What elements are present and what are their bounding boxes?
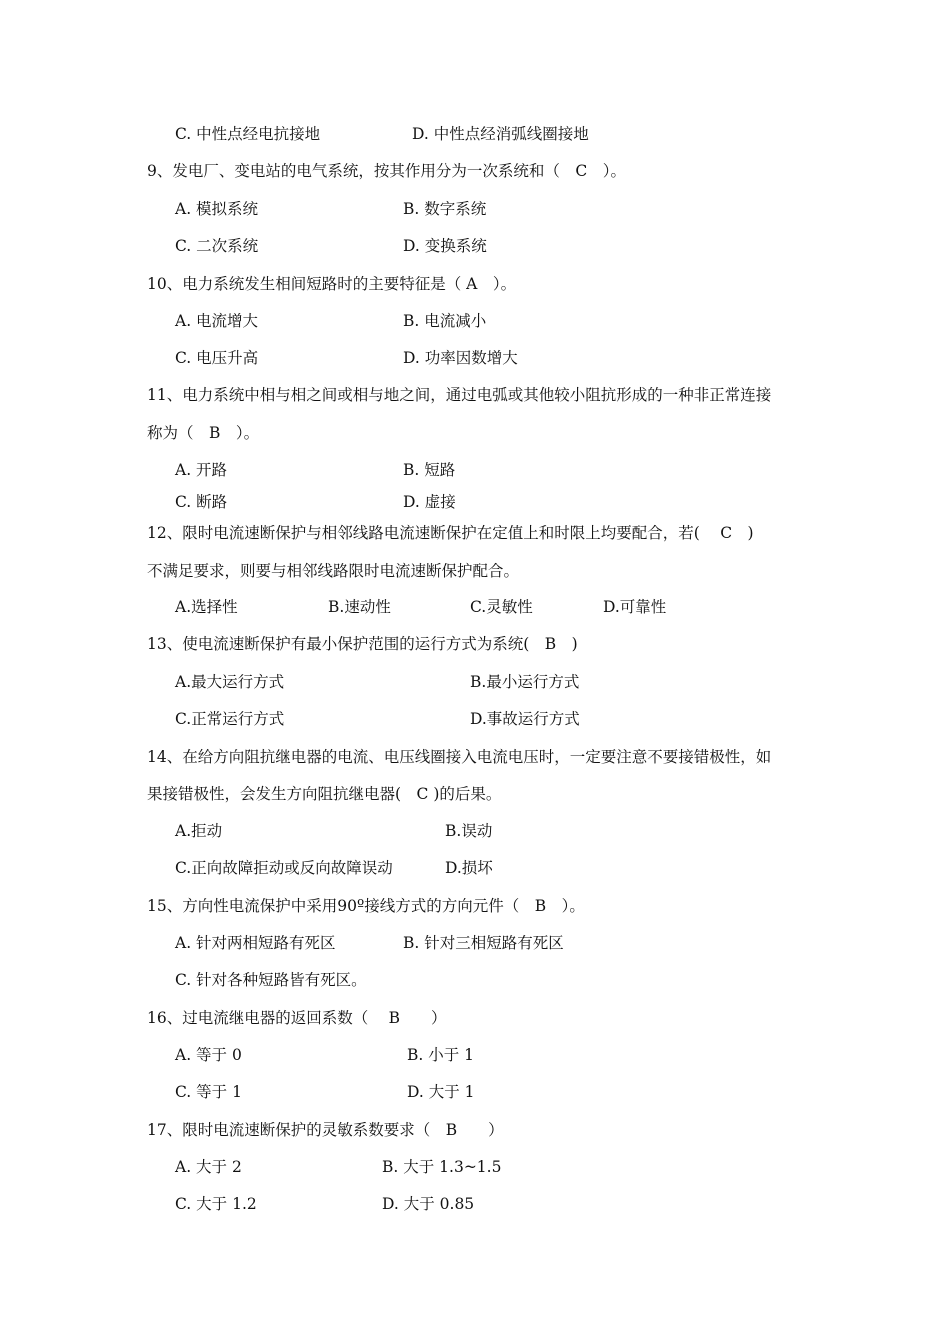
q13-option-a: A.最大运行方式 bbox=[175, 673, 285, 691]
q10-option-a: A. 电流增大 bbox=[175, 312, 259, 330]
q12-option-c: C.灵敏性 bbox=[470, 598, 533, 616]
q14-option-c: C.正向故障拒动或反向故障误动 bbox=[175, 859, 393, 877]
q17-option-d: D. 大于 0.85 bbox=[382, 1195, 475, 1213]
q15-option-a: A. 针对两相短路有死区 bbox=[175, 934, 336, 952]
q16-option-d: D. 大于 1 bbox=[407, 1083, 475, 1101]
q14-option-a: A.拒动 bbox=[175, 822, 223, 840]
q15-option-b: B. 针对三相短路有死区 bbox=[403, 934, 564, 952]
q17-option-b: B. 大于 1.3~1.5 bbox=[382, 1158, 502, 1176]
q16-option-b: B. 小于 1 bbox=[407, 1046, 475, 1064]
q11-option-a: A. 开路 bbox=[175, 461, 228, 479]
q13-option-c: C.正常运行方式 bbox=[175, 710, 285, 728]
q16-stem: 16、过电流继电器的返回系数（ B ） bbox=[147, 1009, 447, 1027]
q10-option-b: B. 电流减小 bbox=[403, 312, 487, 330]
q13-stem: 13、使电流速断保护有最小保护范围的运行方式为系统( B ) bbox=[147, 635, 578, 653]
q17-option-c: C. 大于 1.2 bbox=[175, 1195, 257, 1213]
q12-option-a: A.选择性 bbox=[175, 598, 238, 616]
q14-option-b: B.误动 bbox=[445, 822, 493, 840]
q11-option-c: C. 断路 bbox=[175, 493, 228, 511]
q9-option-b: B. 数字系统 bbox=[403, 200, 487, 218]
q8-option-c: C. 中性点经电抗接地 bbox=[175, 125, 321, 143]
q11-option-b: B. 短路 bbox=[403, 461, 456, 479]
q12-option-d: D.可靠性 bbox=[603, 598, 667, 616]
q11-stem-line2: 称为（ B ）。 bbox=[147, 424, 260, 442]
q14-stem-line1: 14、在给方向阻抗继电器的电流、电压线圈接入电流电压时，一定要注意不要接错极性，如 bbox=[147, 748, 772, 766]
q10-option-d: D. 功率因数增大 bbox=[403, 349, 518, 367]
q10-stem: 10、电力系统发生相间短路时的主要特征是（ A ）。 bbox=[147, 275, 517, 293]
q12-stem-line1: 12、限时电流速断保护与相邻线路电流速断保护在定值上和时限上均要配合，若( C ) bbox=[147, 524, 754, 542]
q14-option-d: D.损坏 bbox=[445, 859, 493, 877]
q9-option-d: D. 变换系统 bbox=[403, 237, 487, 255]
q17-option-a: A. 大于 2 bbox=[175, 1158, 242, 1176]
q16-option-c: C. 等于 1 bbox=[175, 1083, 242, 1101]
q14-stem-line2: 果接错极性，会发生方向阻抗继电器( C )的后果。 bbox=[147, 785, 502, 803]
q11-option-d: D. 虚接 bbox=[403, 493, 456, 511]
q8-option-d: D. 中性点经消弧线圈接地 bbox=[412, 125, 589, 143]
q16-option-a: A. 等于 0 bbox=[175, 1046, 242, 1064]
q9-option-c: C. 二次系统 bbox=[175, 237, 259, 255]
q12-option-b: B.速动性 bbox=[328, 598, 391, 616]
q11-stem-line1: 11、电力系统中相与相之间或相与地之间，通过电弧或其他较小阻抗形成的一种非正常连接 bbox=[147, 386, 772, 404]
q10-option-c: C. 电压升高 bbox=[175, 349, 259, 367]
q15-option-c: C. 针对各种短路皆有死区。 bbox=[175, 971, 367, 989]
q9-option-a: A. 模拟系统 bbox=[175, 200, 259, 218]
q12-stem-line2: 不满足要求，则要与相邻线路限时电流速断保护配合。 bbox=[147, 562, 520, 580]
q15-stem: 15、方向性电流保护中采用90º接线方式的方向元件（ B ）。 bbox=[147, 897, 585, 915]
q9-stem: 9、发电厂、变电站的电气系统，按其作用分为一次系统和（ C ）。 bbox=[147, 162, 626, 180]
q17-stem: 17、限时电流速断保护的灵敏系数要求（ B ） bbox=[147, 1121, 504, 1139]
q13-option-d: D.事故运行方式 bbox=[470, 710, 580, 728]
q13-option-b: B.最小运行方式 bbox=[470, 673, 580, 691]
